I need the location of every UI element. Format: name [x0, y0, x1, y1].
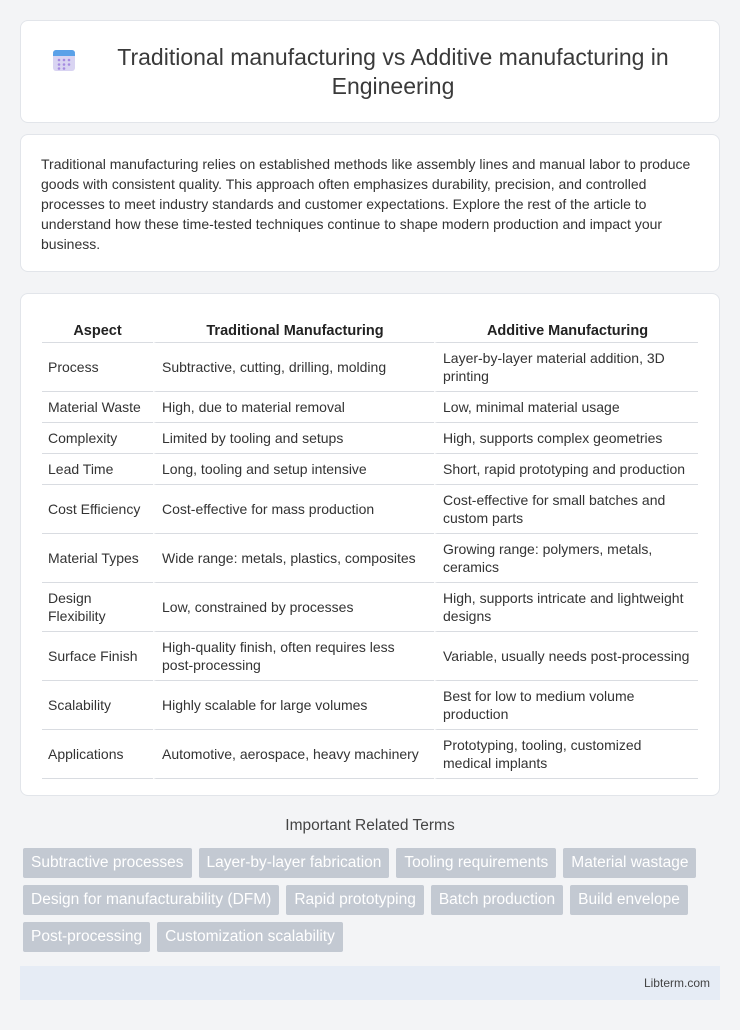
cell-aspect: Surface Finish: [42, 632, 153, 681]
header-additive: Additive Manufacturing: [434, 314, 698, 343]
cell-aspect: Design Flexibility: [42, 583, 153, 632]
comparison-table-card: [20, 293, 720, 796]
table-row: [42, 583, 698, 632]
footer: [20, 966, 720, 1000]
comparison-table: [42, 314, 698, 779]
term-tag[interactable]: Customization scalability: [157, 922, 343, 952]
term-tag[interactable]: Batch production: [431, 885, 563, 915]
cell-additive: Low, minimal material usage: [434, 392, 698, 423]
cell-additive: High, supports complex geometries: [434, 423, 698, 454]
term-tag[interactable]: Rapid prototyping: [286, 885, 424, 915]
title-card: [20, 20, 720, 123]
cell-additive: Layer-by-layer material addition, 3D printing: [434, 343, 698, 392]
related-terms-list: [23, 848, 723, 952]
table-header-row: [42, 314, 698, 343]
cell-additive: High, supports intricate and lightweight designs: [434, 583, 698, 632]
header-traditional: Traditional Manufacturing: [153, 314, 434, 343]
term-tag[interactable]: Design for manufacturability (DFM): [23, 885, 279, 915]
cell-aspect: Applications: [42, 730, 153, 779]
cell-additive: Short, rapid prototyping and production: [434, 454, 698, 485]
table-row: [42, 423, 698, 454]
term-tag[interactable]: Post-processing: [23, 922, 150, 952]
cell-additive: Growing range: polymers, metals, ceramics: [434, 534, 698, 583]
cell-traditional: Automotive, aerospace, heavy machinery: [153, 730, 434, 779]
cell-traditional: Highly scalable for large volumes: [153, 681, 434, 730]
table-row: [42, 343, 698, 392]
table-row: [42, 632, 698, 681]
footer-site-link[interactable]: Libterm.com: [643, 976, 710, 990]
table-row: [42, 730, 698, 779]
cell-traditional: Low, constrained by processes: [153, 583, 434, 632]
intro-text: Traditional manufacturing relies on established methods like assembly lines and manual labor to produce goods with consistent quality. This approach often emphasizes durability, precision, and controlled processes to meet industry standards and customer expectations. Explore the rest of the article to understand how these time-tested techniques continue to shape modern production and impact your business.: [41, 156, 691, 252]
header-aspect: Aspect: [42, 314, 153, 343]
cell-additive: Cost-effective for small batches and custom parts: [434, 485, 698, 534]
cell-traditional: Limited by tooling and setups: [153, 423, 434, 454]
cell-additive: Best for low to medium volume production: [434, 681, 698, 730]
table-row: [42, 454, 698, 485]
table-row: [42, 485, 698, 534]
term-tag[interactable]: Subtractive processes: [23, 848, 192, 878]
cell-traditional: Subtractive, cutting, drilling, molding: [153, 343, 434, 392]
cell-aspect: Complexity: [42, 423, 153, 454]
title-wrap: [21, 43, 719, 101]
intro-card: [20, 134, 720, 272]
table-row: [42, 534, 698, 583]
term-tag[interactable]: Layer-by-layer fabrication: [199, 848, 390, 878]
cell-traditional: Cost-effective for mass production: [153, 485, 434, 534]
cell-additive: Prototyping, tooling, customized medical implants: [434, 730, 698, 779]
cell-aspect: Scalability: [42, 681, 153, 730]
table-row: [42, 392, 698, 423]
cell-aspect: Material Waste: [42, 392, 153, 423]
cell-aspect: Material Types: [42, 534, 153, 583]
term-tag[interactable]: Material wastage: [563, 848, 696, 878]
related-terms-heading: Important Related Terms: [285, 817, 455, 834]
cell-traditional: Long, tooling and setup intensive: [153, 454, 434, 485]
cell-traditional: High-quality finish, often requires less post-processing: [153, 632, 434, 681]
page-title: Traditional manufacturing vs Additive manufacturing in Engineering: [117, 43, 669, 99]
cell-traditional: Wide range: metals, plastics, composites: [153, 534, 434, 583]
term-tag[interactable]: Build envelope: [570, 885, 688, 915]
cell-aspect: Process: [42, 343, 153, 392]
cell-additive: Variable, usually needs post-processing: [434, 632, 698, 681]
cell-traditional: High, due to material removal: [153, 392, 434, 423]
cell-aspect: Lead Time: [42, 454, 153, 485]
cell-aspect: Cost Efficiency: [42, 485, 153, 534]
calendar-grid-icon: [51, 47, 77, 73]
table-row: [42, 681, 698, 730]
term-tag[interactable]: Tooling requirements: [396, 848, 556, 878]
